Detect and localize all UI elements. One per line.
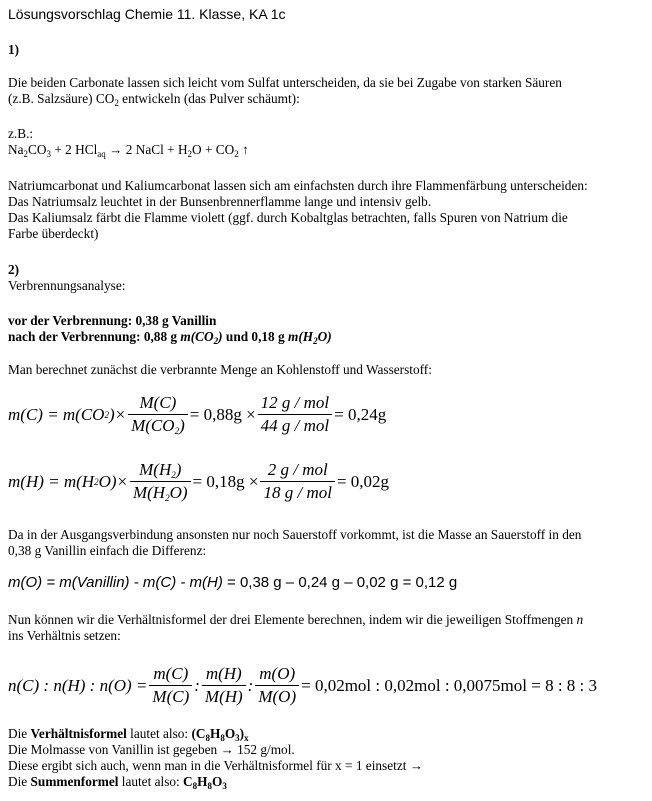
conclusion-line-1: Die Verhältnisformel lautet also: $(C_8H_8O_3)_x$ bbox=[8, 726, 249, 743]
equation-ratio: n(C) : n(H) : n(O) = $\frac{m(C)}{M(C)}$ : $\frac{m(H)}{M(H)}$ : $\frac{m(O)}{M(O)}$ = 0,02mol : 0,02mol : 0,0075mol = 8 : 8 : 3 bbox=[8, 664, 598, 706]
s1-paragraph-2-line-3: Das Kaliumsalz färbt die Flamme violett (ggf. durch Kobaltglas betrachten, falls Spuren von Natrium die bbox=[8, 210, 568, 225]
conclusion-line-2: Die Molmasse von Vanillin ist gegeben → 152 g/mol. bbox=[8, 742, 295, 757]
after-combustion: nach der Verbrennung: 0,88 g $m(CO_2)$ und 0,18 g $m(H_2O)$ bbox=[8, 329, 332, 346]
s1-paragraph-1-line-2: (z.B. Salzsäure) $CO_2$ entwickeln (das Pulver schäumt): bbox=[8, 91, 300, 108]
s1-paragraph-2-line-2: Das Natriumsalz leuchtet in der Bunsenbrennerflamme lange und intensiv gelb. bbox=[8, 194, 432, 209]
arrow-right-icon: → bbox=[105, 142, 126, 157]
oxygen-line-1: Da in der Ausgangsverbindung ansonsten nur noch Sauerstoff vorkommt, ist die Masse an Sauerstoff in den bbox=[8, 527, 582, 542]
fraction-molar-mass-hydrogen: $\frac{M(H_2)}{M(H_2O)}$ bbox=[130, 460, 191, 503]
fraction-values-hydrogen: $\frac{\text{2 g / mol}}{\text{18 g / mol}}$ bbox=[260, 460, 334, 503]
example-label: z.B.: bbox=[8, 126, 34, 141]
ratio-separator-2: : bbox=[247, 675, 254, 695]
section-2-number: 2) bbox=[8, 262, 20, 277]
fraction-carbon: $\frac{m(C)}{M(C)}$ bbox=[149, 664, 192, 707]
s1-paragraph-2-line-1: Natriumcarbonat und Kaliumcarbonat lassen sich am einfachsten durch ihre Flammenfärbung unterscheiden: bbox=[8, 178, 588, 193]
equation-hydrogen: m(H) = m(H 2 O)× $\frac{M(H_2)}{M(H_2O)}$ = 0,18g × $\frac{\text{2 g / mol}}{\text{18 g / mol}}$ = 0,02g bbox=[8, 460, 390, 503]
section-1-number: 1) bbox=[8, 42, 20, 57]
conclusion-line-3: Diese ergibt sich auch, wenn man in die Verhältnisformel für x = 1 einsetzt → bbox=[8, 758, 424, 773]
reaction-equation: $Na_2CO_3 + 2$ HCl$_{aq}$ → 2 NaCl + $H_2O + CO_2$ ↑ bbox=[8, 142, 249, 159]
fraction-hydrogen: $\frac{m(H)}{M(H)}$ bbox=[202, 664, 246, 707]
ratio-line-2: ins Verhältnis setzen: bbox=[8, 628, 121, 643]
fraction-molar-mass-carbon: $\frac{M(C)}{M(CO_2)}$ bbox=[128, 393, 188, 436]
before-combustion: vor der Verbrennung: 0,38 g Vanillin bbox=[8, 313, 217, 328]
arrow-up-icon: ↑ bbox=[238, 142, 249, 157]
s1-paragraph-1-line-1: Die beiden Carbonate lassen sich leicht vom Sulfat unterscheiden, da sie bei Zugabe von starken Säuren bbox=[8, 75, 562, 90]
equation-carbon: m(C) = m(CO 2 )× $\frac{M(C)}{M(CO_2)}$ = 0,88g × $\frac{\text{12 g / mol}}{\text{44 g / mol}}$ = 0,24g bbox=[8, 393, 387, 436]
conclusion-line-4: Die Summenformel lautet also: $C_8H_8O_3$ bbox=[8, 774, 227, 791]
page-title: Lösungsvorschlag Chemie 11. Klasse, KA 1c bbox=[8, 6, 286, 22]
ratio-line-1: Nun können wir die Verhältnisformel der drei Elemente berechnen, indem wir die jeweiligen Stoffmengen n bbox=[8, 612, 584, 627]
fraction-oxygen: $\frac{m(O)}{M(O)}$ bbox=[255, 664, 299, 707]
analysis-heading: Verbrennungsanalyse: bbox=[8, 278, 126, 293]
oxygen-line-2: 0,38 g Vanillin einfach die Differenz: bbox=[8, 543, 207, 558]
fraction-values-carbon: $\frac{\text{12 g / mol}}{\text{44 g / mol}}$ bbox=[258, 393, 332, 436]
s1-paragraph-2-line-4: Farbe überdeckt) bbox=[8, 226, 99, 241]
calc-intro: Man berechnet zunächst die verbrannte Menge an Kohlenstoff und Wasserstoff: bbox=[8, 362, 432, 377]
equation-oxygen: m(O) = m(Vanillin) - m(C) - m(H) = 0,38 g – 0,24 g – 0,02 g = 0,12 g bbox=[8, 574, 458, 591]
